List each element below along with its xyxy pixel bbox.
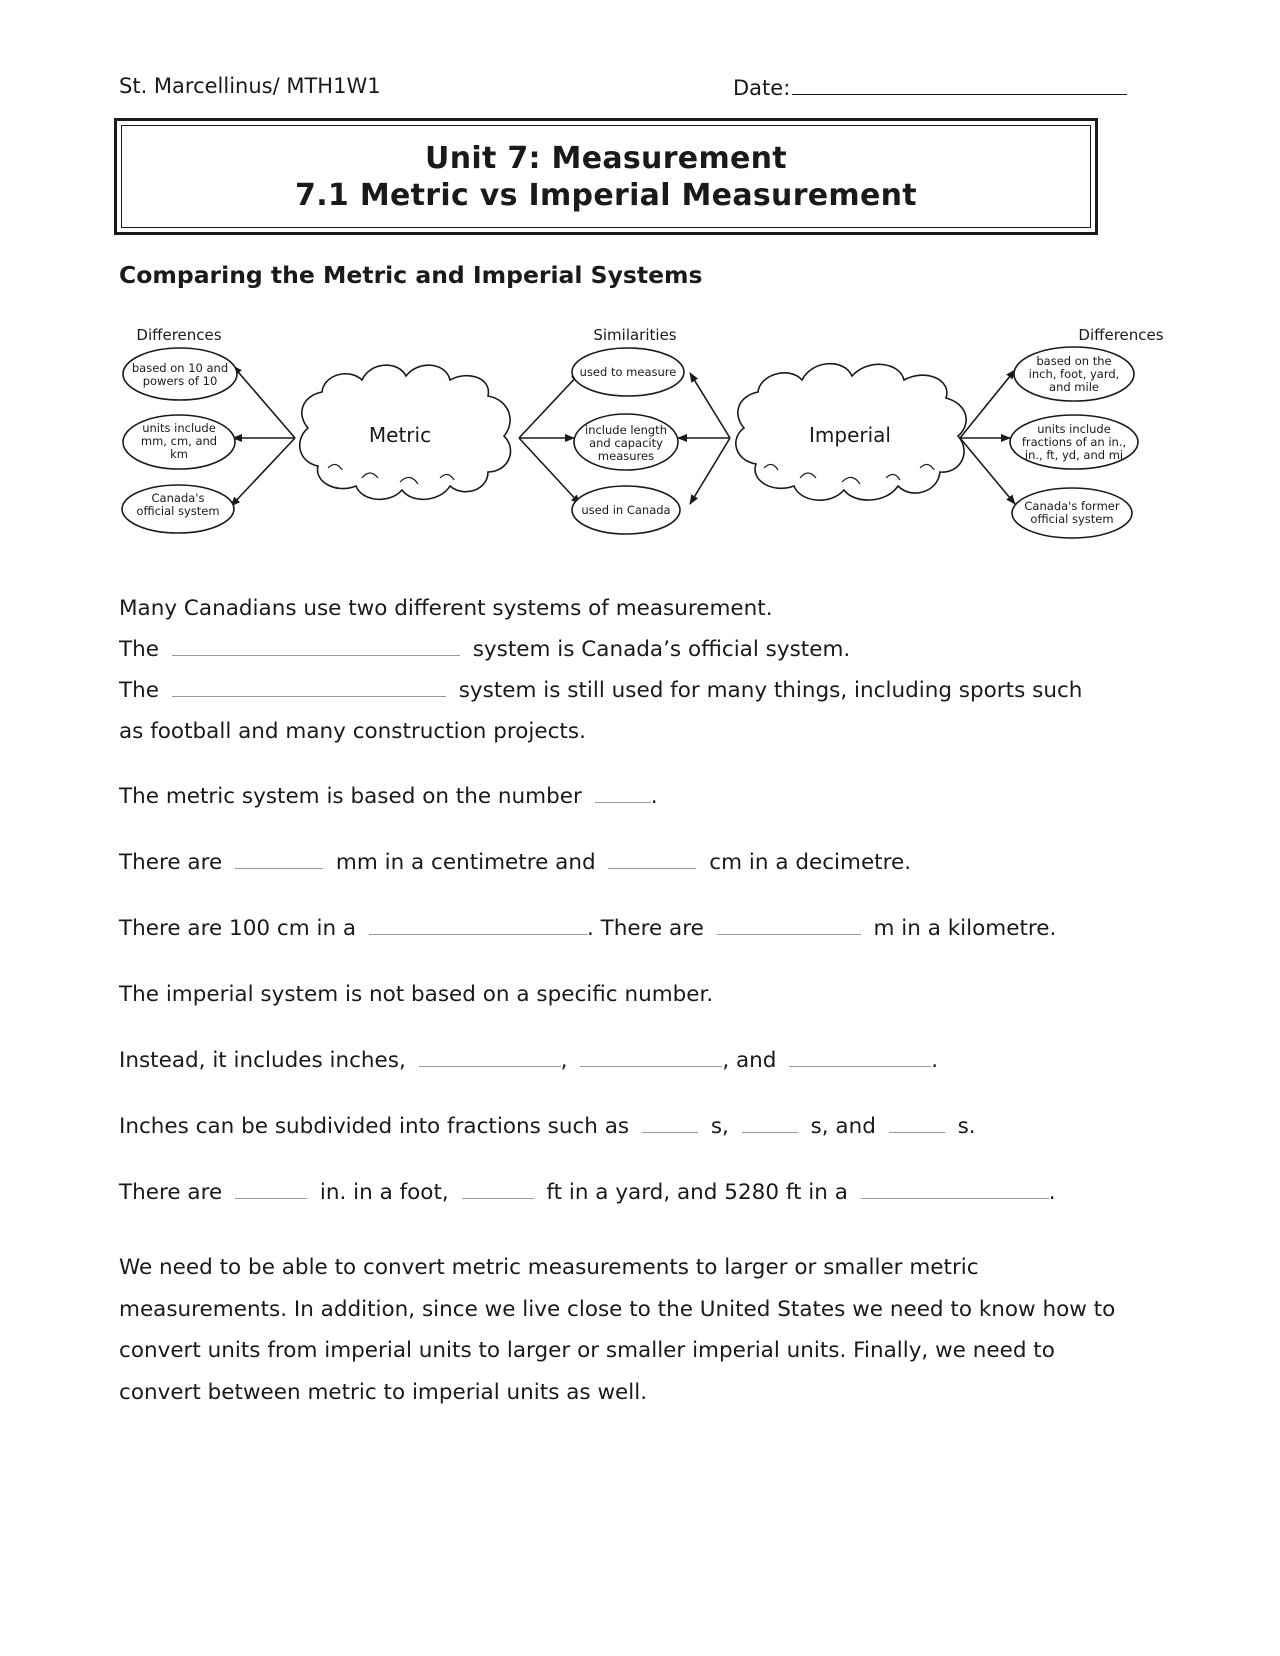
text-segment: There are (119, 1180, 223, 1205)
blank-fraction-3[interactable] (889, 1112, 945, 1133)
metric-diff-2-line-3: km (170, 447, 188, 461)
text-segment: , (560, 1048, 568, 1073)
comparison-diagram (100, 318, 1200, 558)
metric-diff-1-line-2: powers of 10 (142, 374, 218, 388)
closing-paragraph: We need to be able to convert metric measurements to larger or smaller metric measurements. In addition, since we live close to the United States we need to know how to convert units from imperial units to larger or smaller imperial units. Finally, we need to convert between metric to imperial units as well. (119, 1255, 1116, 1405)
text-segment: The metric system is based on the number (119, 784, 582, 809)
imperial-cloud (736, 364, 966, 501)
title-inner-frame (121, 125, 1091, 228)
line-imperial-conversions (119, 1178, 1056, 1208)
text-segment: s. (957, 1114, 976, 1139)
imperial-diff-2-line-2: fractions of an in., (1021, 435, 1127, 449)
text-segment: , and (722, 1048, 777, 1073)
imperial-diff-3-line-2: official system (1030, 512, 1114, 526)
sim-2-line-2: and capacity (589, 436, 663, 450)
blank-imperial-unit-1[interactable] (419, 1046, 561, 1067)
line-metre-km (119, 914, 1056, 944)
unit-title: Unit 7: Measurement (425, 140, 787, 176)
text-segment: Instead, it includes inches, (119, 1048, 406, 1073)
arrow-metric-diff-3 (231, 438, 295, 506)
metric-diff-1-line-1: based on 10 and (131, 361, 229, 375)
arrow-imperial-diff-1 (960, 370, 1015, 438)
metric-cloud (300, 365, 511, 499)
intro-line: Many Canadians use two different systems of measurement. (119, 596, 773, 621)
blank-mm-per-cm[interactable] (235, 848, 323, 869)
text-segment: Inches can be subdivided into fractions such as (119, 1114, 630, 1139)
arrow-metric-sim-1 (519, 373, 580, 438)
text-segment: The (119, 637, 159, 662)
left-differences-header: Differences (136, 326, 222, 344)
date-field (733, 74, 1127, 100)
metric-diff-2-line-1: units include (142, 421, 216, 435)
line-imperial-base: The imperial system is not based on a specific number. (119, 982, 714, 1007)
similarities-header: Similarities (593, 326, 677, 344)
metric-diff-3-line-2: official system (136, 504, 220, 518)
arrow-metric-diff-1 (233, 366, 295, 438)
line-other-system (119, 676, 1082, 706)
date-label: Date: (733, 76, 791, 100)
metric-diff-3-line-1: Canada's (151, 491, 205, 505)
line-inch-fractions (119, 1112, 976, 1142)
blank-imperial-unit-2[interactable] (580, 1046, 722, 1067)
imperial-diff-1-line-1: based on the (1036, 354, 1112, 368)
blank-m-per-km[interactable] (717, 914, 861, 935)
imperial-diff-1-line-3: and mile (1049, 380, 1099, 394)
sim-3-line-1: used in Canada (581, 503, 671, 517)
line-imperial-units (119, 1046, 938, 1076)
blank-ft-per-yd[interactable] (462, 1178, 534, 1199)
title-box (114, 118, 1098, 235)
text-segment: in. in a foot, (319, 1180, 449, 1205)
text-segment: cm in a decimetre. (709, 850, 912, 875)
text-segment: . There are (586, 916, 704, 941)
right-differences-header: Differences (1078, 326, 1164, 344)
text-segment: . (931, 1048, 939, 1073)
imperial-label: Imperial (809, 423, 891, 447)
date-blank[interactable] (792, 74, 1127, 95)
arrow-imperial-sim-1 (690, 373, 730, 438)
arrow-metric-sim-3 (519, 438, 580, 504)
imperial-diff-1-line-2: inch, foot, yard, (1028, 367, 1120, 381)
metric-label: Metric (368, 423, 432, 447)
blank-100-cm-unit[interactable] (369, 914, 587, 935)
text-segment: There are 100 cm in a (119, 916, 357, 941)
text-segment: ft in a yard, and 5280 ft in a (546, 1180, 848, 1205)
blank-official-system[interactable] (172, 635, 460, 656)
section-heading: Comparing the Metric and Imperial Systems (119, 261, 703, 289)
blank-fraction-2[interactable] (742, 1112, 798, 1133)
course-header: St. Marcellinus/ MTH1W1 (119, 74, 381, 98)
imperial-diff-2-line-1: units include (1037, 422, 1111, 436)
text-segment: s, (710, 1114, 729, 1139)
line-metric-base (119, 782, 658, 812)
text-segment: m in a kilometre. (873, 916, 1057, 941)
text-segment: system is Canada’s official system. (472, 637, 851, 662)
blank-5280-ft-unit[interactable] (861, 1178, 1049, 1199)
text-segment: s, and (810, 1114, 876, 1139)
blank-in-per-ft[interactable] (235, 1178, 307, 1199)
lesson-title: 7.1 Metric vs Imperial Measurement (295, 177, 917, 213)
metric-diff-2-line-2: mm, cm, and (140, 434, 218, 448)
text-segment: . (650, 784, 658, 809)
arrow-imperial-diff-3 (960, 438, 1015, 504)
line-football: as football and many construction projects. (119, 719, 586, 744)
text-segment: There are (119, 850, 223, 875)
text-segment: . (1048, 1180, 1056, 1205)
line-official-system (119, 635, 850, 665)
text-segment: system is still used for many things, including sports such (458, 678, 1083, 703)
blank-cm-per-dm[interactable] (608, 848, 696, 869)
imperial-diff-3-line-1: Canada's former (1024, 499, 1120, 513)
blank-metric-base[interactable] (595, 782, 651, 803)
line-mm-cm (119, 848, 911, 878)
blank-fraction-1[interactable] (642, 1112, 698, 1133)
sim-2-line-1: include length (585, 423, 667, 437)
blank-other-system[interactable] (172, 676, 446, 697)
blank-imperial-unit-3[interactable] (789, 1046, 931, 1067)
sim-2-line-3: measures (597, 449, 655, 463)
sim-1-line-1: used to measure (579, 365, 677, 379)
text-segment: The (119, 678, 159, 703)
arrow-imperial-sim-3 (690, 438, 730, 504)
imperial-diff-2-line-3: in., ft, yd, and mi (1024, 448, 1124, 462)
text-segment: mm in a centimetre and (335, 850, 596, 875)
